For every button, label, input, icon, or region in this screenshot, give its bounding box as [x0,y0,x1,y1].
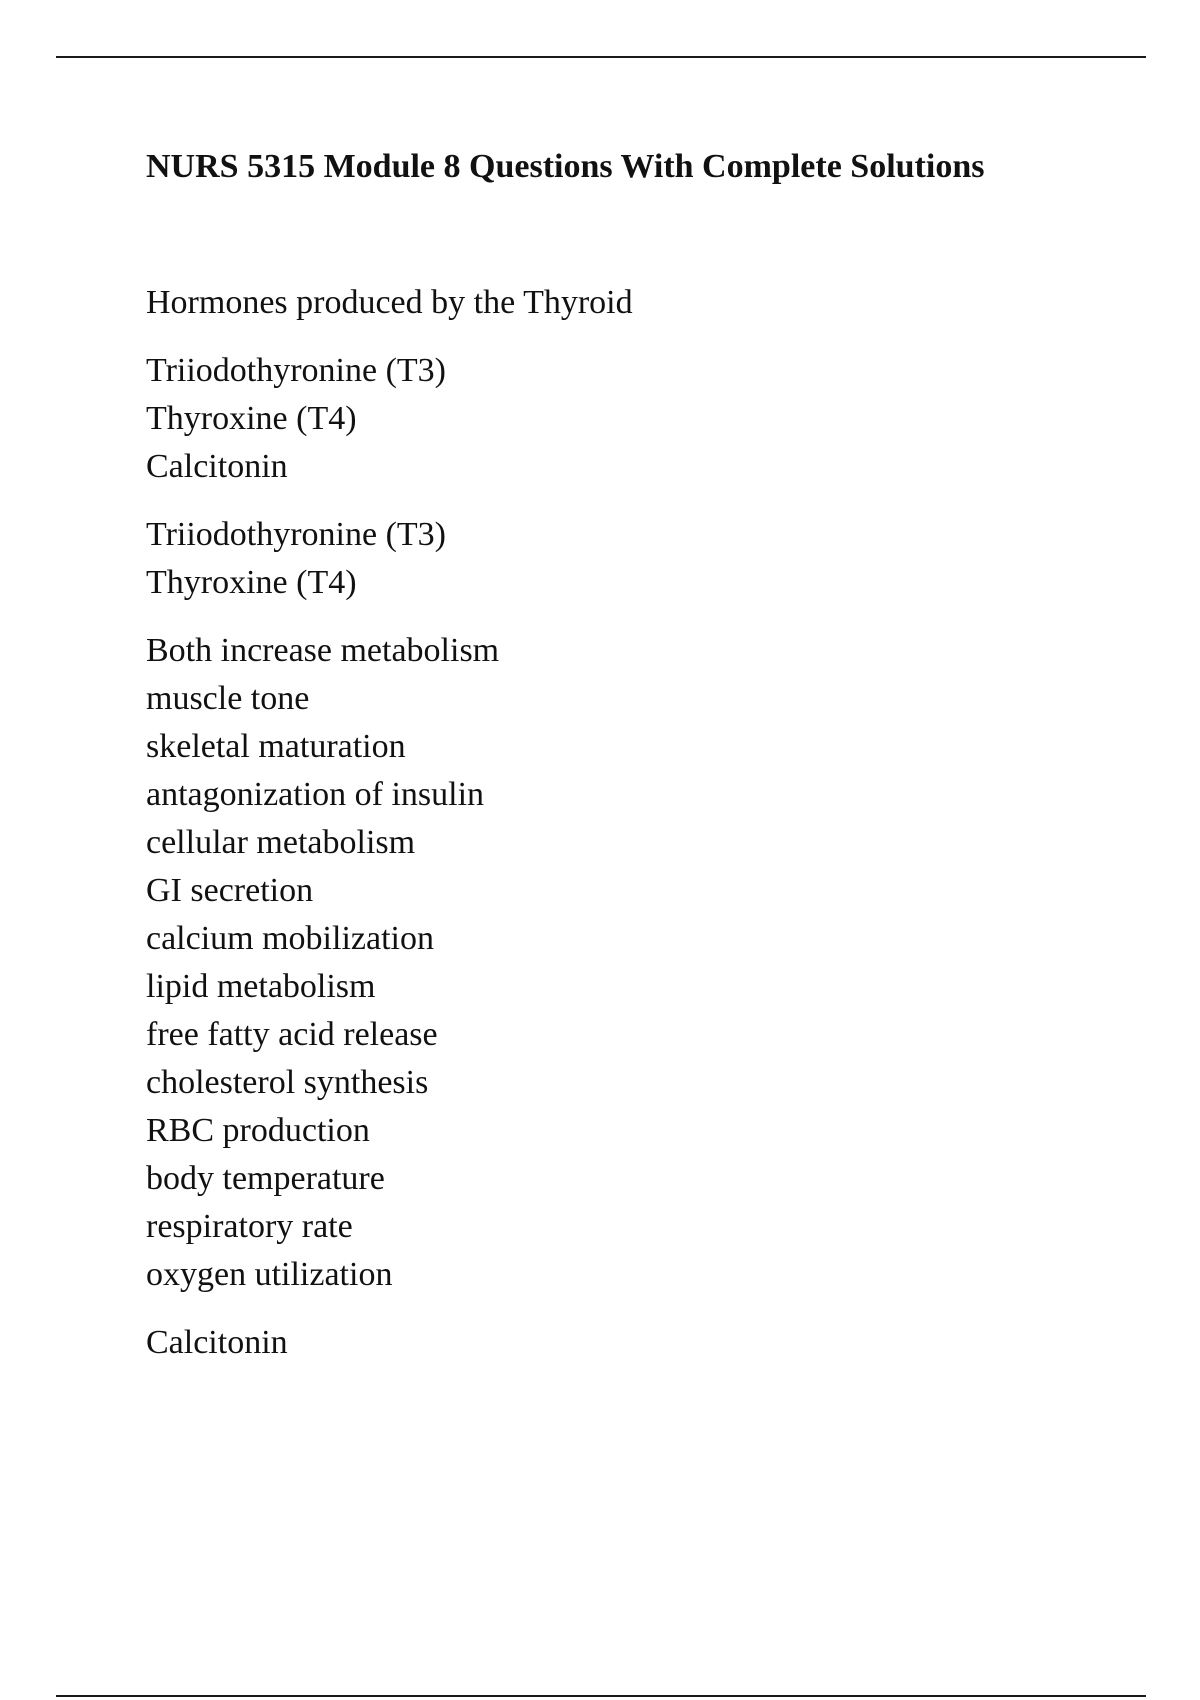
answer-line: cellular metabolism [146,824,416,861]
answer-line: Both increase metabolism [146,632,500,669]
bottom-divider [56,1695,1146,1697]
document-body [146,145,1146,1367]
answer-line: muscle tone [146,680,310,717]
answer-line: respiratory rate [146,1208,353,1245]
answer-line: RBC production [146,1112,370,1149]
answer-line: Calcitonin [146,448,288,485]
top-divider [56,56,1146,58]
document-title: NURS 5315 Module 8 Questions With Complete Solutions [146,148,985,185]
answer-line: antagonization of insulin [146,776,485,813]
answer-line: oxygen utilization [146,1256,393,1293]
answer-line: Triiodothyronine (T3) [146,352,447,389]
answer-line: calcium mobilization [146,920,434,957]
answer-block [146,511,1146,607]
answer-line: Thyroxine (T4) [146,400,357,437]
answer-line: Calcitonin [146,1324,288,1361]
answer-block [146,1319,1146,1367]
answer-block [146,627,1146,1299]
answer-line: cholesterol synthesis [146,1064,429,1101]
answer-line: lipid metabolism [146,968,376,1005]
question-text: Hormones produced by the Thyroid [146,284,633,321]
answer-line: body temperature [146,1160,385,1197]
answer-block [146,347,1146,491]
answer-line: GI secretion [146,872,314,909]
answer-line: Triiodothyronine (T3) [146,516,447,553]
answer-line: skeletal maturation [146,728,406,765]
answer-line: Thyroxine (T4) [146,564,357,601]
answer-line: free fatty acid release [146,1016,438,1053]
